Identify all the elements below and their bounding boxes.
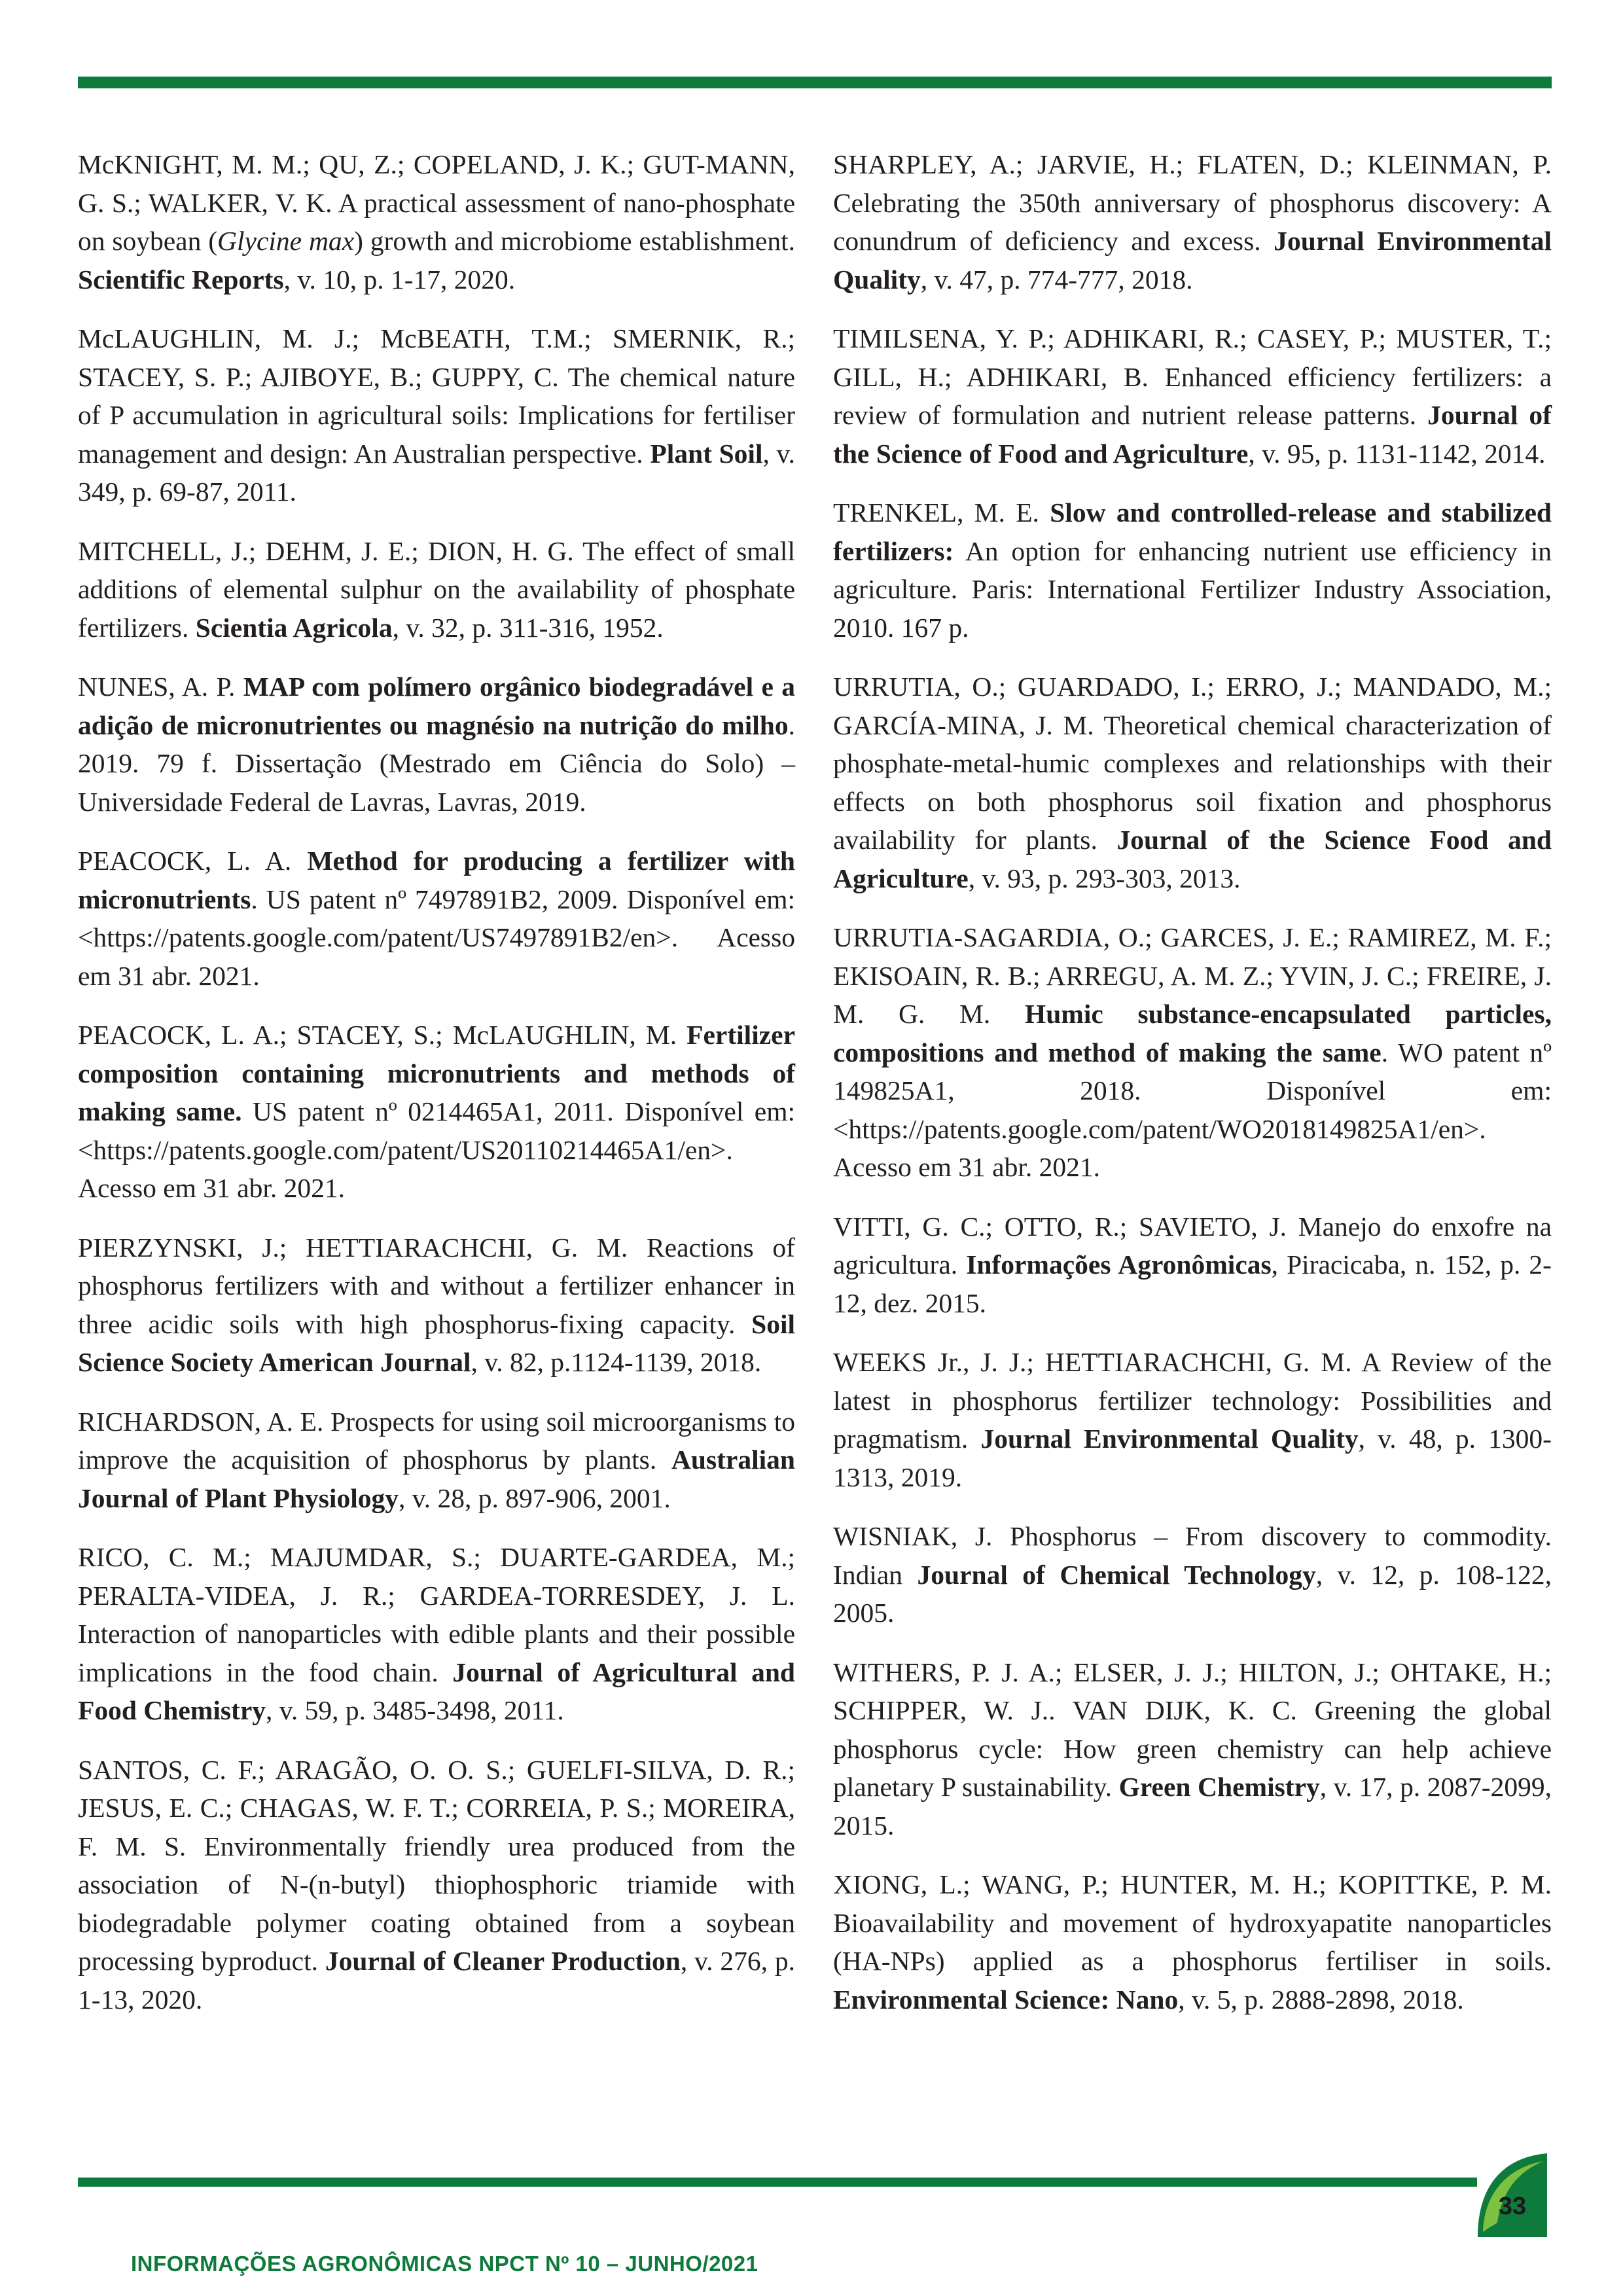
references-column-right	[833, 145, 1552, 2039]
reference-text: TIMILSENA, Y. P.; ADHIKARI, R.; CASEY, P.; MUSTER, T.; GILL, H.; ADHIKARI, B. Enhanced efficiency fertilizers: a review of formulation and nutrient release patterns.	[833, 323, 1552, 430]
reference-entry	[833, 145, 1552, 298]
reference-italic: Glycine max	[217, 226, 355, 256]
reference-text: SHARPLEY, A.; JARVIE, H.; FLATEN, D.; KLEINMAN, P. Celebrating the 350th anniversary of phosphorus discovery: A conundrum of deficiency and excess.	[833, 149, 1552, 256]
reference-text: , v. 10, p. 1-17, 2020.	[283, 264, 516, 295]
reference-title-bold: Journal of Agricultural and Food Chemistry	[78, 1657, 795, 1725]
reference-title-bold: MAP com polímero orgânico biodegradável e a adição de micronutrientes ou magnésio na nutrição do milho	[78, 672, 795, 740]
reference-entry	[78, 532, 795, 647]
reference-entry	[833, 668, 1552, 897]
reference-text: , v. 82, p.1124-1139, 2018.	[471, 1347, 762, 1377]
reference-text: , v. 95, p. 1131-1142, 2014.	[1248, 438, 1546, 469]
reference-text: , v. 59, p. 3485-3498, 2011.	[266, 1695, 564, 1725]
reference-title-bold: Journal of the Science Food and Agriculture	[833, 825, 1552, 893]
reference-entry	[833, 1865, 1552, 2018]
reference-text: McKNIGHT, M. M.; QU, Z.; COPELAND, J. K.; GUT-MANN, G. S.; WALKER, V. K. A practical assessment of nano-phosphate on soybean (	[78, 149, 795, 256]
reference-text: , v. 5, p. 2888-2898, 2018.	[1178, 1984, 1464, 2015]
reference-title-bold: Slow and controlled-release and stabilized fertilizers:	[833, 497, 1552, 566]
reference-text: TRENKEL, M. E.	[833, 497, 1050, 528]
reference-title-bold: Plant Soil	[650, 438, 763, 469]
reference-entry	[78, 1538, 795, 1730]
reference-text: , v. 276, p. 1-13, 2020.	[78, 1946, 795, 2015]
header-rule	[78, 77, 1552, 88]
reference-text: WITHERS, P. J. A.; ELSER, J. J.; HILTON, J.; OHTAKE, H.; SCHIPPER, W. J.. VAN DIJK, K. C. Greening the global phosphorus cycle: How green chemistry can help achieve planetary P sustainability.	[833, 1657, 1552, 1802]
reference-title-bold: Journal of Cleaner Production	[325, 1946, 681, 1976]
reference-text: , v. 93, p. 293-303, 2013.	[968, 863, 1241, 893]
references-column-left	[78, 145, 795, 2039]
reference-title-bold: Environmental Science: Nano	[833, 1984, 1179, 2015]
reference-text: XIONG, L.; WANG, P.; HUNTER, M. H.; KOPITTKE, P. M. Bioavailability and movement of hydroxyapatite nanoparticles (HA-NPs) applied as a phosphorus fertiliser in soils.	[833, 1869, 1552, 1976]
reference-entry	[78, 1229, 795, 1382]
reference-entry	[833, 1208, 1552, 1323]
page-number: 33	[1498, 2193, 1527, 2220]
reference-title-bold: Journal Environmental Quality	[833, 226, 1552, 295]
reference-entry	[833, 493, 1552, 647]
reference-entry	[833, 1517, 1552, 1632]
reference-entry	[833, 918, 1552, 1187]
reference-text: PIERZYNSKI, J.; HETTIARACHCHI, G. M. Reactions of phosphorus fertilizers with and without a fertilizer enhancer in three acidic soils with high phosphorus-fixing capacity.	[78, 1232, 795, 1339]
reference-title-bold: Soil Science Society American Journal	[78, 1308, 795, 1377]
reference-title-bold: Fertilizer composition containing micronutrients and methods of making same.	[78, 1020, 795, 1126]
reference-text: , v. 47, p. 774-777, 2018.	[920, 264, 1193, 295]
reference-text: SANTOS, C. F.; ARAGÃO, O. O. S.; GUELFI-SILVA, D. R.; JESUS, E. C.; CHAGAS, W. F. T.; CORREIA, P. S.; MOREIRA, F. M. S. Environmentally friendly urea produced from the association of N-(n-butyl) thiophosphoric triamide with biodegradable polymer coating obtained from a soybean processing byproduct.	[78, 1754, 795, 1976]
reference-title-bold: Method for producing a fertilizer with micronutrients	[78, 846, 795, 914]
reference-title-bold: Scientia Agricola	[195, 612, 393, 643]
reference-entry	[78, 1403, 795, 1518]
reference-text: ) growth and microbiome establishment.	[354, 226, 795, 256]
reference-entry	[833, 1653, 1552, 1845]
footer-journal-line: INFORMAÇÕES AGRONÔMICAS NPCT Nº 10 – JUNHO/2021	[131, 2251, 758, 2276]
reference-text: An option for enhancing nutrient use efficiency in agriculture. Paris: International Fertilizer Industry Association, 2010. 167 p.	[833, 535, 1552, 643]
reference-text: , v. 32, p. 311-316, 1952.	[392, 612, 664, 643]
reference-text: RICHARDSON, A. E. Prospects for using soil microorganisms to improve the acquisition of phosphorus by plants.	[78, 1406, 795, 1475]
reference-title-bold: Scientific Reports	[78, 264, 284, 295]
reference-entry	[833, 1343, 1552, 1496]
reference-entry	[833, 319, 1552, 473]
reference-title-bold: Humic substance-encapsulated particles, compositions and method of making the same	[833, 999, 1552, 1067]
reference-text: McLAUGHLIN, M. J.; McBEATH, T.M.; SMERNIK, R.; STACEY, S. P.; AJIBOYE, B.; GUPPY, C. The chemical nature of P accumulation in agricultural soils: Implications for fertiliser management and design: An Australian perspective.	[78, 323, 795, 469]
reference-entry	[78, 842, 795, 995]
reference-entry	[78, 1016, 795, 1208]
reference-text: PEACOCK, L. A.; STACEY, S.; McLAUGHLIN, M.	[78, 1020, 687, 1050]
reference-text: , v. 48, p. 1300-1313, 2019.	[833, 1424, 1552, 1492]
reference-text: , v. 349, p. 69-87, 2011.	[78, 438, 795, 507]
reference-text: , v. 17, p. 2087-2099, 2015.	[833, 1772, 1552, 1840]
reference-title-bold: Journal of the Science of Food and Agriculture	[833, 400, 1552, 469]
reference-text: . 2019. 79 f. Dissertação (Mestrado em Ciência do Solo) – Universidade Federal de Lavras, Lavras, 2019.	[78, 709, 795, 817]
reference-title-bold: Informações Agronômicas	[966, 1249, 1272, 1280]
reference-text: MITCHELL, J.; DEHM, J. E.; DION, H. G. The effect of small additions of elemental sulphur on the availability of phosphate fertilizers.	[78, 535, 795, 643]
reference-text: PEACOCK, L. A.	[78, 846, 308, 876]
reference-title-bold: Journal of Chemical Technology	[917, 1559, 1316, 1590]
reference-text: WISNIAK, J. Phosphorus – From discovery to commodity. Indian	[833, 1521, 1552, 1590]
reference-text: WEEKS Jr., J. J.; HETTIARACHCHI, G. M. A Review of the latest in phosphorus fertilizer technology: Possibilities and pragmatism.	[833, 1347, 1552, 1454]
reference-text: URRUTIA-SAGARDIA, O.; GARCES, J. E.; RAMIREZ, M. F.; EKISOAIN, R. B.; ARREGU, A. M. Z.; YVIN, J. C.; FREIRE, J. M. G. M.	[833, 922, 1552, 1029]
reference-entry	[78, 668, 795, 821]
reference-text: VITTI, G. C.; OTTO, R.; SAVIETO, J. Manejo do enxofre na agricultura.	[833, 1211, 1552, 1280]
reference-title-bold: Journal Environmental Quality	[980, 1424, 1359, 1454]
reference-text: . US patent nº 7497891B2, 2009. Disponível em: <https://patents.google.com/patent/US7497891B2/en>. Acesso em 31 abr. 2021.	[78, 884, 795, 991]
reference-title-bold: Australian Journal of Plant Physiology	[78, 1444, 795, 1513]
reference-text: . WO patent nº 149825A1, 2018. Disponível em: <https://patents.google.com/patent/WO2018149825A1/en>. Acesso em 31 abr. 2021.	[833, 1037, 1552, 1182]
reference-title-bold: Green Chemistry	[1118, 1772, 1320, 1802]
footer-rule	[78, 2178, 1477, 2187]
reference-text: RICO, C. M.; MAJUMDAR, S.; DUARTE-GARDEA, M.; PERALTA-VIDEA, J. R.; GARDEA-TORRESDEY, J. L. Interaction of nanoparticles with edible plants and their possible implications in the food chain.	[78, 1542, 795, 1687]
reference-text: NUNES, A. P.	[78, 672, 243, 702]
reference-entry	[78, 319, 795, 511]
reference-entry	[78, 1751, 795, 2019]
reference-text: , v. 12, p. 108-122, 2005.	[833, 1559, 1552, 1628]
reference-text: US patent nº 0214465A1, 2011. Disponível em: <https://patents.google.com/patent/US20110214465A1/en>. Acesso em 31 abr. 2021.	[78, 1096, 795, 1203]
reference-entry	[78, 145, 795, 298]
reference-text: URRUTIA, O.; GUARDADO, I.; ERRO, J.; MANDADO, M.; GARCÍA-MINA, J. M. Theoretical chemical characterization of phosphate-metal-humic complexes and relationships with their effects on both phosphorus soil fixation and phosphorus availability for plants.	[833, 672, 1552, 855]
reference-text: , v. 28, p. 897-906, 2001.	[398, 1482, 671, 1513]
reference-text: , Piracicaba, n. 152, p. 2-12, dez. 2015.	[833, 1249, 1552, 1318]
